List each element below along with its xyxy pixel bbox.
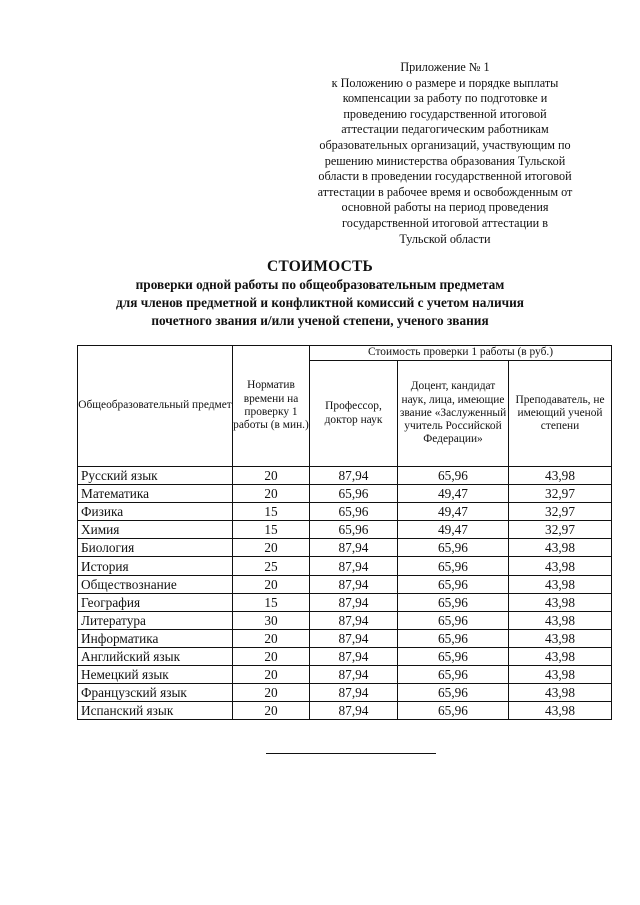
cell-norm: 20	[233, 702, 310, 720]
appendix-line: образовательных организаций, участвующим по	[319, 137, 571, 152]
cell-docent: 65,96	[398, 647, 509, 665]
cell-teacher: 43,98	[509, 666, 612, 684]
appendix-line: аттестации педагогическим работникам	[341, 122, 549, 137]
cell-professor: 65,96	[310, 521, 398, 539]
footer-divider	[266, 753, 436, 754]
appendix-line: основной работы на период проведения	[341, 200, 549, 215]
cell-subject: Литература	[78, 611, 233, 629]
cell-professor: 87,94	[310, 666, 398, 684]
cell-professor: 87,94	[310, 539, 398, 557]
table-row	[78, 467, 612, 485]
cell-teacher: 43,98	[509, 702, 612, 720]
table-row	[78, 702, 612, 720]
table-row	[78, 593, 612, 611]
cell-teacher: 43,98	[509, 539, 612, 557]
cell-subject: Физика	[78, 503, 233, 521]
table-row	[78, 557, 612, 575]
table-row	[78, 521, 612, 539]
cell-norm: 20	[233, 485, 310, 503]
appendix-line: решению министерства образования Тульской	[324, 153, 566, 168]
cell-professor: 87,94	[310, 467, 398, 485]
cell-teacher: 32,97	[509, 521, 612, 539]
document-title: СТОИМОСТЬ	[267, 258, 373, 275]
header-cost-group: Стоимость проверки 1 работы (в руб.)	[310, 346, 612, 361]
cell-docent: 49,47	[398, 521, 509, 539]
cell-subject: Французский язык	[78, 684, 233, 702]
table-row	[78, 647, 612, 665]
subtitle-line: проверки одной работы по общеобразовательным предметам	[135, 277, 505, 292]
cell-norm: 15	[233, 593, 310, 611]
cell-subject: Информатика	[78, 629, 233, 647]
header-subject: Общеобразовательный предмет	[78, 346, 233, 467]
cell-teacher: 43,98	[509, 575, 612, 593]
appendix-line: государственной итоговой аттестации в	[342, 215, 548, 230]
appendix-line: Тульской области	[399, 231, 491, 246]
cell-teacher: 43,98	[509, 467, 612, 485]
cell-docent: 65,96	[398, 666, 509, 684]
header-norm: Норматив времени на проверку 1 работы (в мин.)	[233, 346, 310, 467]
cell-subject: Английский язык	[78, 647, 233, 665]
cell-teacher: 43,98	[509, 611, 612, 629]
cost-table	[77, 345, 612, 720]
table-row	[78, 611, 612, 629]
cell-norm: 20	[233, 467, 310, 485]
cell-docent: 65,96	[398, 575, 509, 593]
table-row	[78, 503, 612, 521]
cell-norm: 20	[233, 647, 310, 665]
cell-norm: 20	[233, 539, 310, 557]
cell-subject: Химия	[78, 521, 233, 539]
cell-norm: 20	[233, 629, 310, 647]
appendix-line: аттестации в рабочее время и освобожденным от	[317, 184, 573, 199]
cell-docent: 65,96	[398, 702, 509, 720]
cell-norm: 20	[233, 684, 310, 702]
subtitle-line: для членов предметной и конфликтной комиссий с учетом наличия	[116, 295, 524, 310]
cell-subject: История	[78, 557, 233, 575]
cell-teacher: 32,97	[509, 485, 612, 503]
cell-docent: 65,96	[398, 593, 509, 611]
cell-professor: 87,94	[310, 557, 398, 575]
cell-professor: 87,94	[310, 611, 398, 629]
cell-subject: Биология	[78, 539, 233, 557]
table-body	[78, 467, 612, 720]
cell-docent: 65,96	[398, 611, 509, 629]
appendix-line: компенсации за работу по подготовке и	[342, 91, 548, 106]
appendix-line: Приложение № 1	[400, 60, 490, 74]
table-row	[78, 485, 612, 503]
table-row	[78, 539, 612, 557]
cell-docent: 65,96	[398, 467, 509, 485]
cell-docent: 49,47	[398, 485, 509, 503]
cell-teacher: 43,98	[509, 684, 612, 702]
cell-teacher: 43,98	[509, 647, 612, 665]
appendix-line: к Положению о размере и порядке выплаты	[331, 75, 559, 90]
table-row	[78, 575, 612, 593]
cell-subject: Немецкий язык	[78, 666, 233, 684]
cell-professor: 65,96	[310, 503, 398, 521]
cell-professor: 87,94	[310, 593, 398, 611]
cell-subject: Обществознание	[78, 575, 233, 593]
appendix-note	[300, 60, 590, 247]
table-row	[78, 684, 612, 702]
cell-teacher: 43,98	[509, 629, 612, 647]
cell-docent: 65,96	[398, 684, 509, 702]
cell-docent: 65,96	[398, 539, 509, 557]
cell-docent: 65,96	[398, 629, 509, 647]
cell-professor: 87,94	[310, 702, 398, 720]
cell-teacher: 43,98	[509, 557, 612, 575]
cell-professor: 87,94	[310, 684, 398, 702]
appendix-line: области в проведении государственной итоговой	[318, 169, 572, 184]
cell-norm: 30	[233, 611, 310, 629]
header-docent: Доцент, кандидат наук, лица, имеющие звание «Заслуженный учитель Российской Федерации»	[398, 361, 509, 467]
document-subtitle	[0, 276, 640, 330]
subtitle-line: почетного звания и/или ученой степени, ученого звания	[151, 313, 489, 328]
cell-professor: 87,94	[310, 629, 398, 647]
cell-norm: 25	[233, 557, 310, 575]
cell-norm: 15	[233, 521, 310, 539]
cell-docent: 65,96	[398, 557, 509, 575]
cell-norm: 15	[233, 503, 310, 521]
cell-norm: 20	[233, 666, 310, 684]
cell-professor: 87,94	[310, 647, 398, 665]
cell-subject: География	[78, 593, 233, 611]
cell-docent: 49,47	[398, 503, 509, 521]
header-professor: Профессор, доктор наук	[310, 361, 398, 467]
cell-professor: 65,96	[310, 485, 398, 503]
header-teacher: Преподаватель, не имеющий ученой степени	[509, 361, 612, 467]
cell-norm: 20	[233, 575, 310, 593]
appendix-line: проведению государственной итоговой	[343, 106, 547, 121]
cell-subject: Математика	[78, 485, 233, 503]
cell-teacher: 32,97	[509, 503, 612, 521]
table-row	[78, 666, 612, 684]
cell-subject: Русский язык	[78, 467, 233, 485]
cell-professor: 87,94	[310, 575, 398, 593]
cell-teacher: 43,98	[509, 593, 612, 611]
table-row	[78, 629, 612, 647]
cell-subject: Испанский язык	[78, 702, 233, 720]
